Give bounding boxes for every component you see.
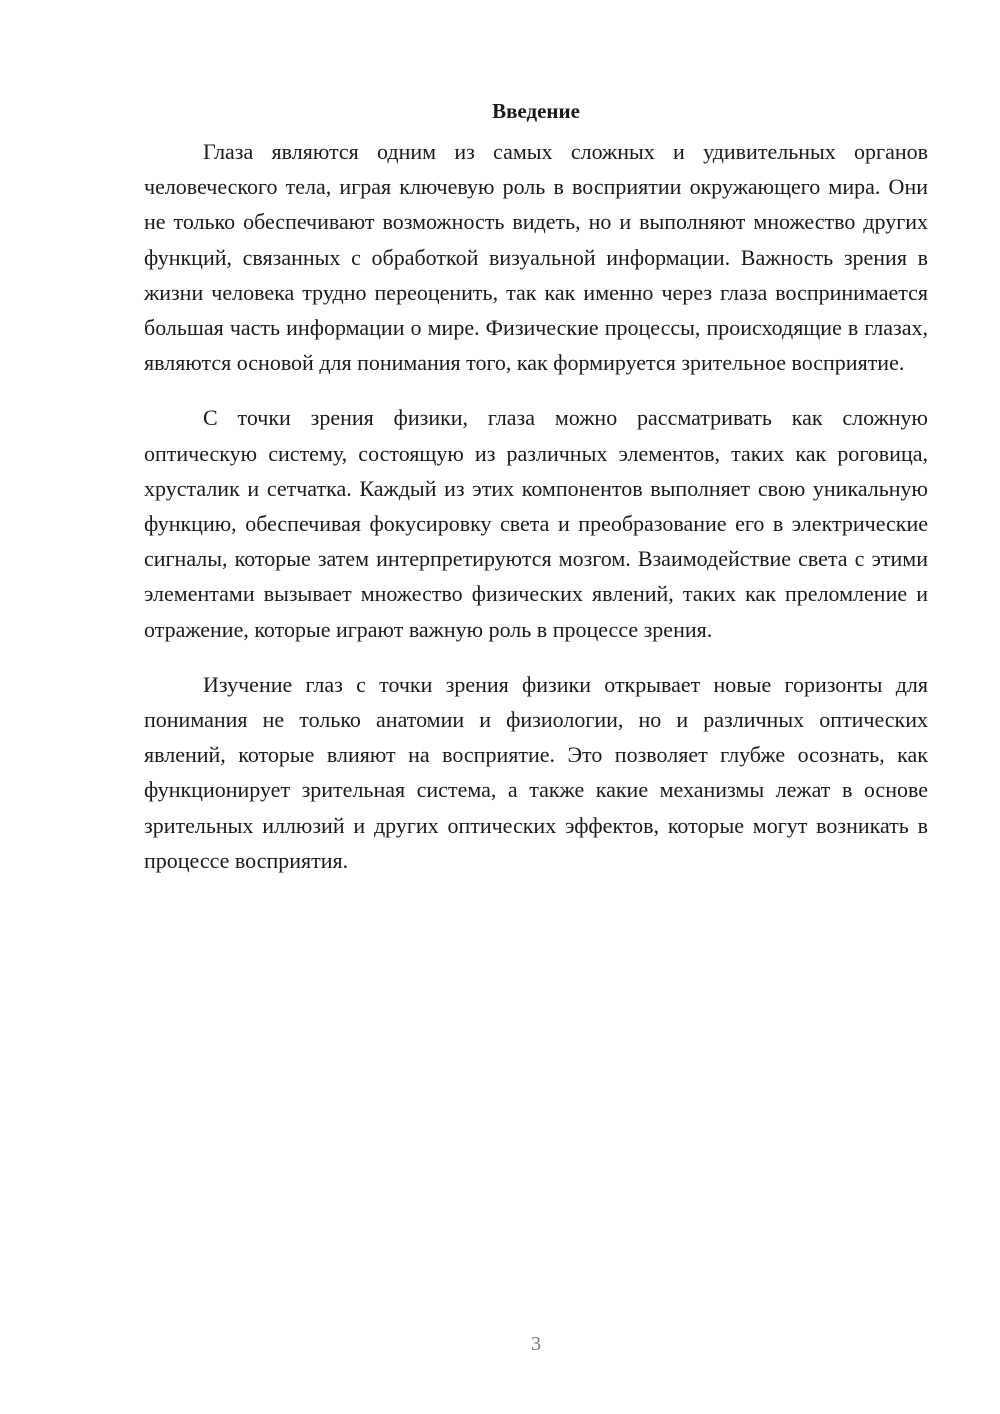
page-content xyxy=(144,96,928,898)
section-heading: Введение xyxy=(492,99,580,123)
page-number: 3 xyxy=(531,1333,541,1355)
paragraph-3: Изучение глаз с точки зрения физики открывает новые горизонты для понимания не только анатомии и физиологии, но и различных оптических явлений, которые влияют на восприятие. Это позволяет глубже осознать, как функционирует зрительная система, а также какие механизмы лежат в основе зрительных иллюзий и других оптических эффектов, которые могут возникать в процессе восприятия. xyxy=(144,671,928,873)
paragraph-1: Глаза являются одним из самых сложных и удивительных органов человеческого тела, играя ключевую роль в восприятии окружающего мира. Они не только обеспечивают возможность видеть, но и выполняют множество других функций, связанных с обработкой визуальной информации. Важность зрения в жизни человека трудно переоценить, так как именно через глаза воспринимается большая часть информации о мире. Физические процессы, происходящие в глазах, являются основой для понимания того, как формируется зрительное восприятие. xyxy=(144,139,928,376)
paragraph-2: С точки зрения физики, глаза можно рассматривать как сложную оптическую систему, состоящую из различных элементов, таких как роговица, хрусталик и сетчатка. Каждый из этих компонентов выполняет свою уникальную функцию, обеспечивая фокусировку света и преобразование его в электрические сигналы, которые затем интерпретируются мозгом. Взаимодействие света с этими элементами вызывает множество физических явлений, таких как преломление и отражение, которые играют важную роль в процессе зрения. xyxy=(144,405,928,642)
